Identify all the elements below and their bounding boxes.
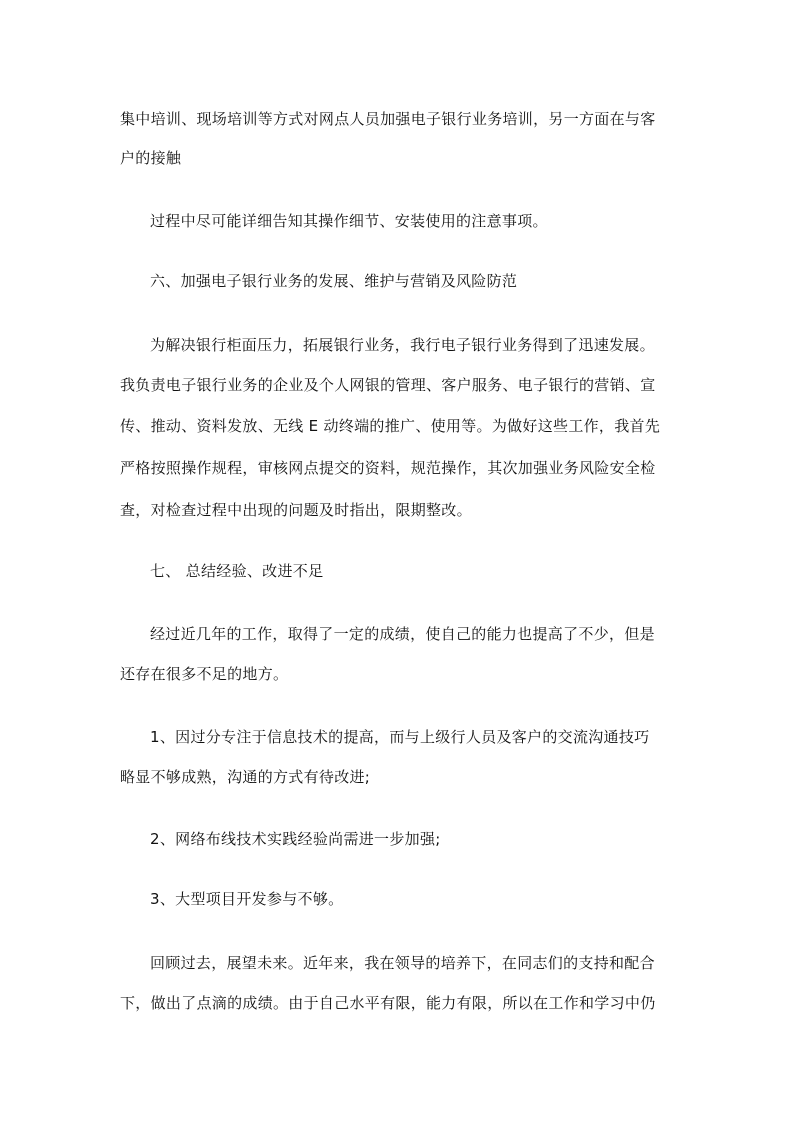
text-line: 集中培训、现场培训等方式对网点人员加强电子银行业务培训，另一方面在与客 bbox=[120, 110, 656, 128]
text-line: 下，做出了点滴的成绩。由于自己水平有限，能力有限，所以在工作和学习中仍 bbox=[120, 994, 656, 1012]
text-line: 过程中尽可能详细告知其操作细节、安装使用的注意事项。 bbox=[150, 212, 548, 230]
text-line: 还存在很多不足的地方。 bbox=[120, 665, 289, 683]
text-line: 略显不够成熟，沟通的方式有待改进; bbox=[120, 768, 371, 786]
list-item-3: 3、大型项目开发参与不够。 bbox=[150, 890, 344, 908]
text-line: 查，对检查过程中出现的问题及时指出，限期整改。 bbox=[120, 501, 472, 519]
list-item-2: 2、网络布线技术实践经验尚需进一步加强; bbox=[150, 830, 441, 848]
text-line: 我负责电子银行业务的企业及个人网银的管理、客户服务、电子银行的营销、宣 bbox=[120, 376, 656, 394]
text-line: 为解决银行柜面压力，拓展银行业务，我行电子银行业务得到了迅速发展。 bbox=[150, 336, 655, 354]
list-item-1: 1、因过分专注于信息技术的提高，而与上级行人员及客户的交流沟通技巧 bbox=[150, 728, 650, 746]
section-heading-six: 六、加强电子银行业务的发展、维护与营销及风险防范 bbox=[150, 272, 518, 290]
text-line: 户的接触 bbox=[120, 149, 182, 167]
text-line: 传、推动、资料发放、无线 E 动终端的推广、使用等。为做好这些工作，我首先 bbox=[120, 417, 661, 435]
text-line: 严格按照操作规程，审核网点提交的资料，规范操作，其次加强业务风险安全检 bbox=[120, 459, 656, 477]
section-heading-seven: 七、 总结经验、改进不足 bbox=[150, 562, 324, 580]
text-line: 经过近几年的工作，取得了一定的成绩，使自己的能力也提高了不少，但是 bbox=[150, 625, 655, 643]
text-line: 回顾过去，展望未来。近年来，我在领导的培养下，在同志们的支持和配合 bbox=[150, 954, 655, 972]
